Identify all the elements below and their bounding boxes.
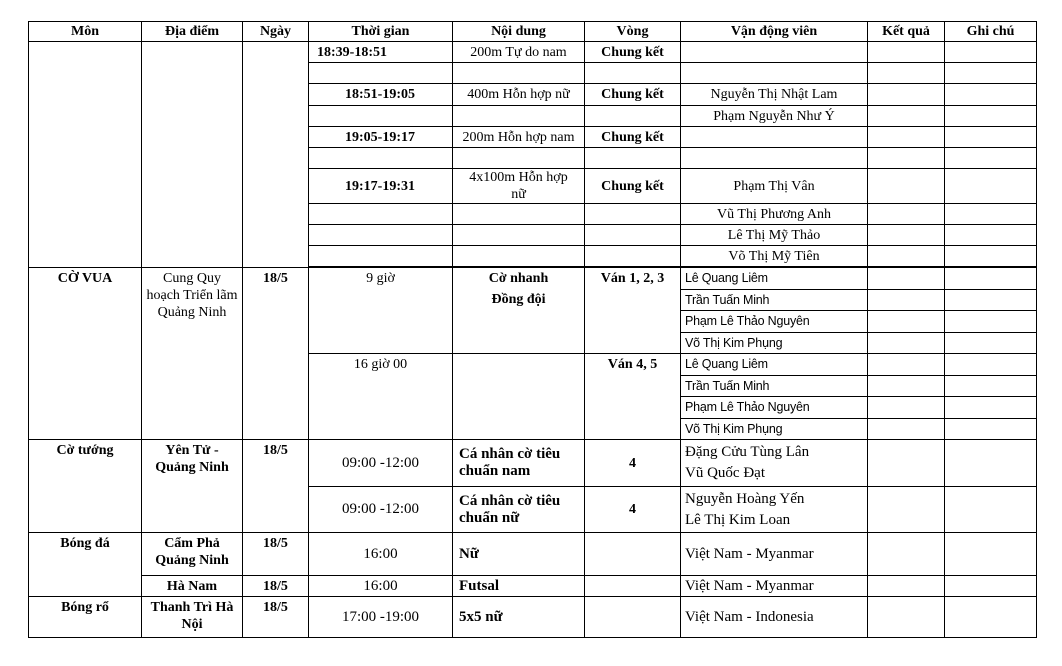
- athlete-cell: [681, 42, 868, 63]
- header-date: Ngày: [243, 22, 309, 42]
- chess-session-content: [453, 354, 585, 440]
- match-date: 18/5: [243, 576, 309, 597]
- event-round: Chung kết: [585, 84, 681, 106]
- match-content: 5x5 nữ: [453, 597, 585, 638]
- athlete-name: Phạm Nguyễn Như Ý: [681, 106, 868, 127]
- chess-session-time: 9 giờ: [309, 268, 453, 354]
- swim-sport-cell: [29, 42, 142, 268]
- table-row: [29, 268, 1037, 290]
- athlete-cell: [681, 487, 868, 533]
- table-row: [29, 576, 1037, 597]
- table-row: [29, 597, 1037, 638]
- table-row: [29, 42, 1037, 63]
- match-time: 17:00 -19:00: [309, 597, 453, 638]
- event-content: Cá nhân cờ tiêu chuẩn nam: [453, 440, 585, 487]
- match-teams: Việt Nam - Myanmar: [681, 533, 868, 576]
- match-time: 16:00: [309, 576, 453, 597]
- chess-content-line: Cờ nhanh: [488, 271, 549, 286]
- athlete-name: Lê Thị Mỹ Thảo: [681, 225, 868, 246]
- match-teams: Việt Nam - Indonesia: [681, 597, 868, 638]
- event-content: Cá nhân cờ tiêu chuẩn nữ: [453, 487, 585, 533]
- chess-sport: CỜ VUA: [29, 268, 142, 440]
- basketball-date: 18/5: [243, 597, 309, 638]
- header-result: Kết quả: [868, 22, 945, 42]
- athlete-name: Đặng Cửu Tùng Lân: [685, 444, 810, 460]
- match-content: Nữ: [453, 533, 585, 576]
- event-round: 4: [585, 440, 681, 487]
- football-sport: Bóng đá: [29, 533, 142, 597]
- athlete-name: Võ Thị Kim Phụng: [681, 419, 868, 440]
- athlete-name: Nguyễn Thị Nhật Lam: [681, 84, 868, 106]
- chess-session-round: Ván 1, 2, 3: [585, 268, 681, 354]
- athlete-name: Vũ Thị Phương Anh: [681, 204, 868, 225]
- event-content: 4x100m Hỗn hợp nữ: [453, 169, 585, 204]
- xiangqi-sport: Cờ tướng: [29, 440, 142, 533]
- event-time: 09:00 -12:00: [309, 487, 453, 533]
- header-venue: Địa điểm: [142, 22, 243, 42]
- chess-session-content: [453, 268, 585, 354]
- header-round: Vòng: [585, 22, 681, 42]
- header-content: Nội dung: [453, 22, 585, 42]
- event-content: 400m Hỗn hợp nữ: [453, 84, 585, 106]
- header-sport: Môn: [29, 22, 142, 42]
- chess-session-time: 16 giờ 00: [309, 354, 453, 440]
- match-teams: Việt Nam - Myanmar: [681, 576, 868, 597]
- athlete-name: Phạm Lê Thảo Nguyên: [681, 311, 868, 333]
- event-time: 18:51-19:05: [309, 84, 453, 106]
- athlete-name: Trần Tuấn Minh: [681, 376, 868, 397]
- header-time: Thời gian: [309, 22, 453, 42]
- event-round: 4: [585, 487, 681, 533]
- event-content: 200m Hỗn hợp nam: [453, 127, 585, 148]
- match-venue: Cẩm Phả Quảng Ninh: [142, 533, 243, 576]
- match-date: 18/5: [243, 533, 309, 576]
- athlete-name: Lê Thị Kim Loan: [685, 511, 791, 528]
- xiangqi-date: 18/5: [243, 440, 309, 533]
- event-round: Chung kết: [585, 42, 681, 63]
- swim-venue-cell: [142, 42, 243, 268]
- table-row: [29, 440, 1037, 487]
- swim-date-cell: [243, 42, 309, 268]
- basketball-venue: Thanh Trì Hà Nội: [142, 597, 243, 638]
- header-notes: Ghi chú: [945, 22, 1037, 42]
- chess-date: 18/5: [243, 268, 309, 440]
- event-round: Chung kết: [585, 169, 681, 204]
- event-time: 09:00 -12:00: [309, 440, 453, 487]
- chess-session-round: Ván 4, 5: [585, 354, 681, 440]
- event-time: 19:05-19:17: [309, 127, 453, 148]
- athlete-name: Lê Quang Liêm: [681, 268, 868, 290]
- athlete-name: Phạm Thị Vân: [681, 169, 868, 204]
- event-time: 18:39-18:51: [309, 42, 453, 63]
- chess-content-line: Đồng đội: [491, 292, 546, 307]
- athlete-name: Nguyễn Hoàng Yến: [685, 490, 805, 507]
- event-content: 200m Tự do nam: [453, 42, 585, 63]
- event-round: Chung kết: [585, 127, 681, 148]
- athlete-name: Vũ Quốc Đạt: [685, 465, 765, 481]
- match-venue: Hà Nam: [142, 576, 243, 597]
- match-content: Futsal: [453, 576, 585, 597]
- header-athletes: Vận động viên: [681, 22, 868, 42]
- match-time: 16:00: [309, 533, 453, 576]
- result-cell: [868, 42, 945, 63]
- notes-cell: [945, 42, 1037, 63]
- athlete-cell: [681, 440, 868, 487]
- athlete-name: Phạm Lê Thảo Nguyên: [681, 397, 868, 419]
- header-row: [29, 22, 1037, 42]
- athlete-name: Trần Tuấn Minh: [681, 290, 868, 311]
- chess-venue: Cung Quy hoạch Triển lãm Quảng Ninh: [142, 268, 243, 440]
- basketball-sport: Bóng rổ: [29, 597, 142, 638]
- athlete-name: Lê Quang Liêm: [681, 354, 868, 376]
- xiangqi-venue: Yên Tử - Quảng Ninh: [142, 440, 243, 533]
- athlete-name: Võ Thị Mỹ Tiên: [681, 246, 868, 267]
- event-time: 19:17-19:31: [309, 169, 453, 204]
- table-row: [29, 533, 1037, 576]
- athlete-name: Võ Thị Kim Phụng: [681, 333, 868, 354]
- schedule-table: [28, 21, 1037, 638]
